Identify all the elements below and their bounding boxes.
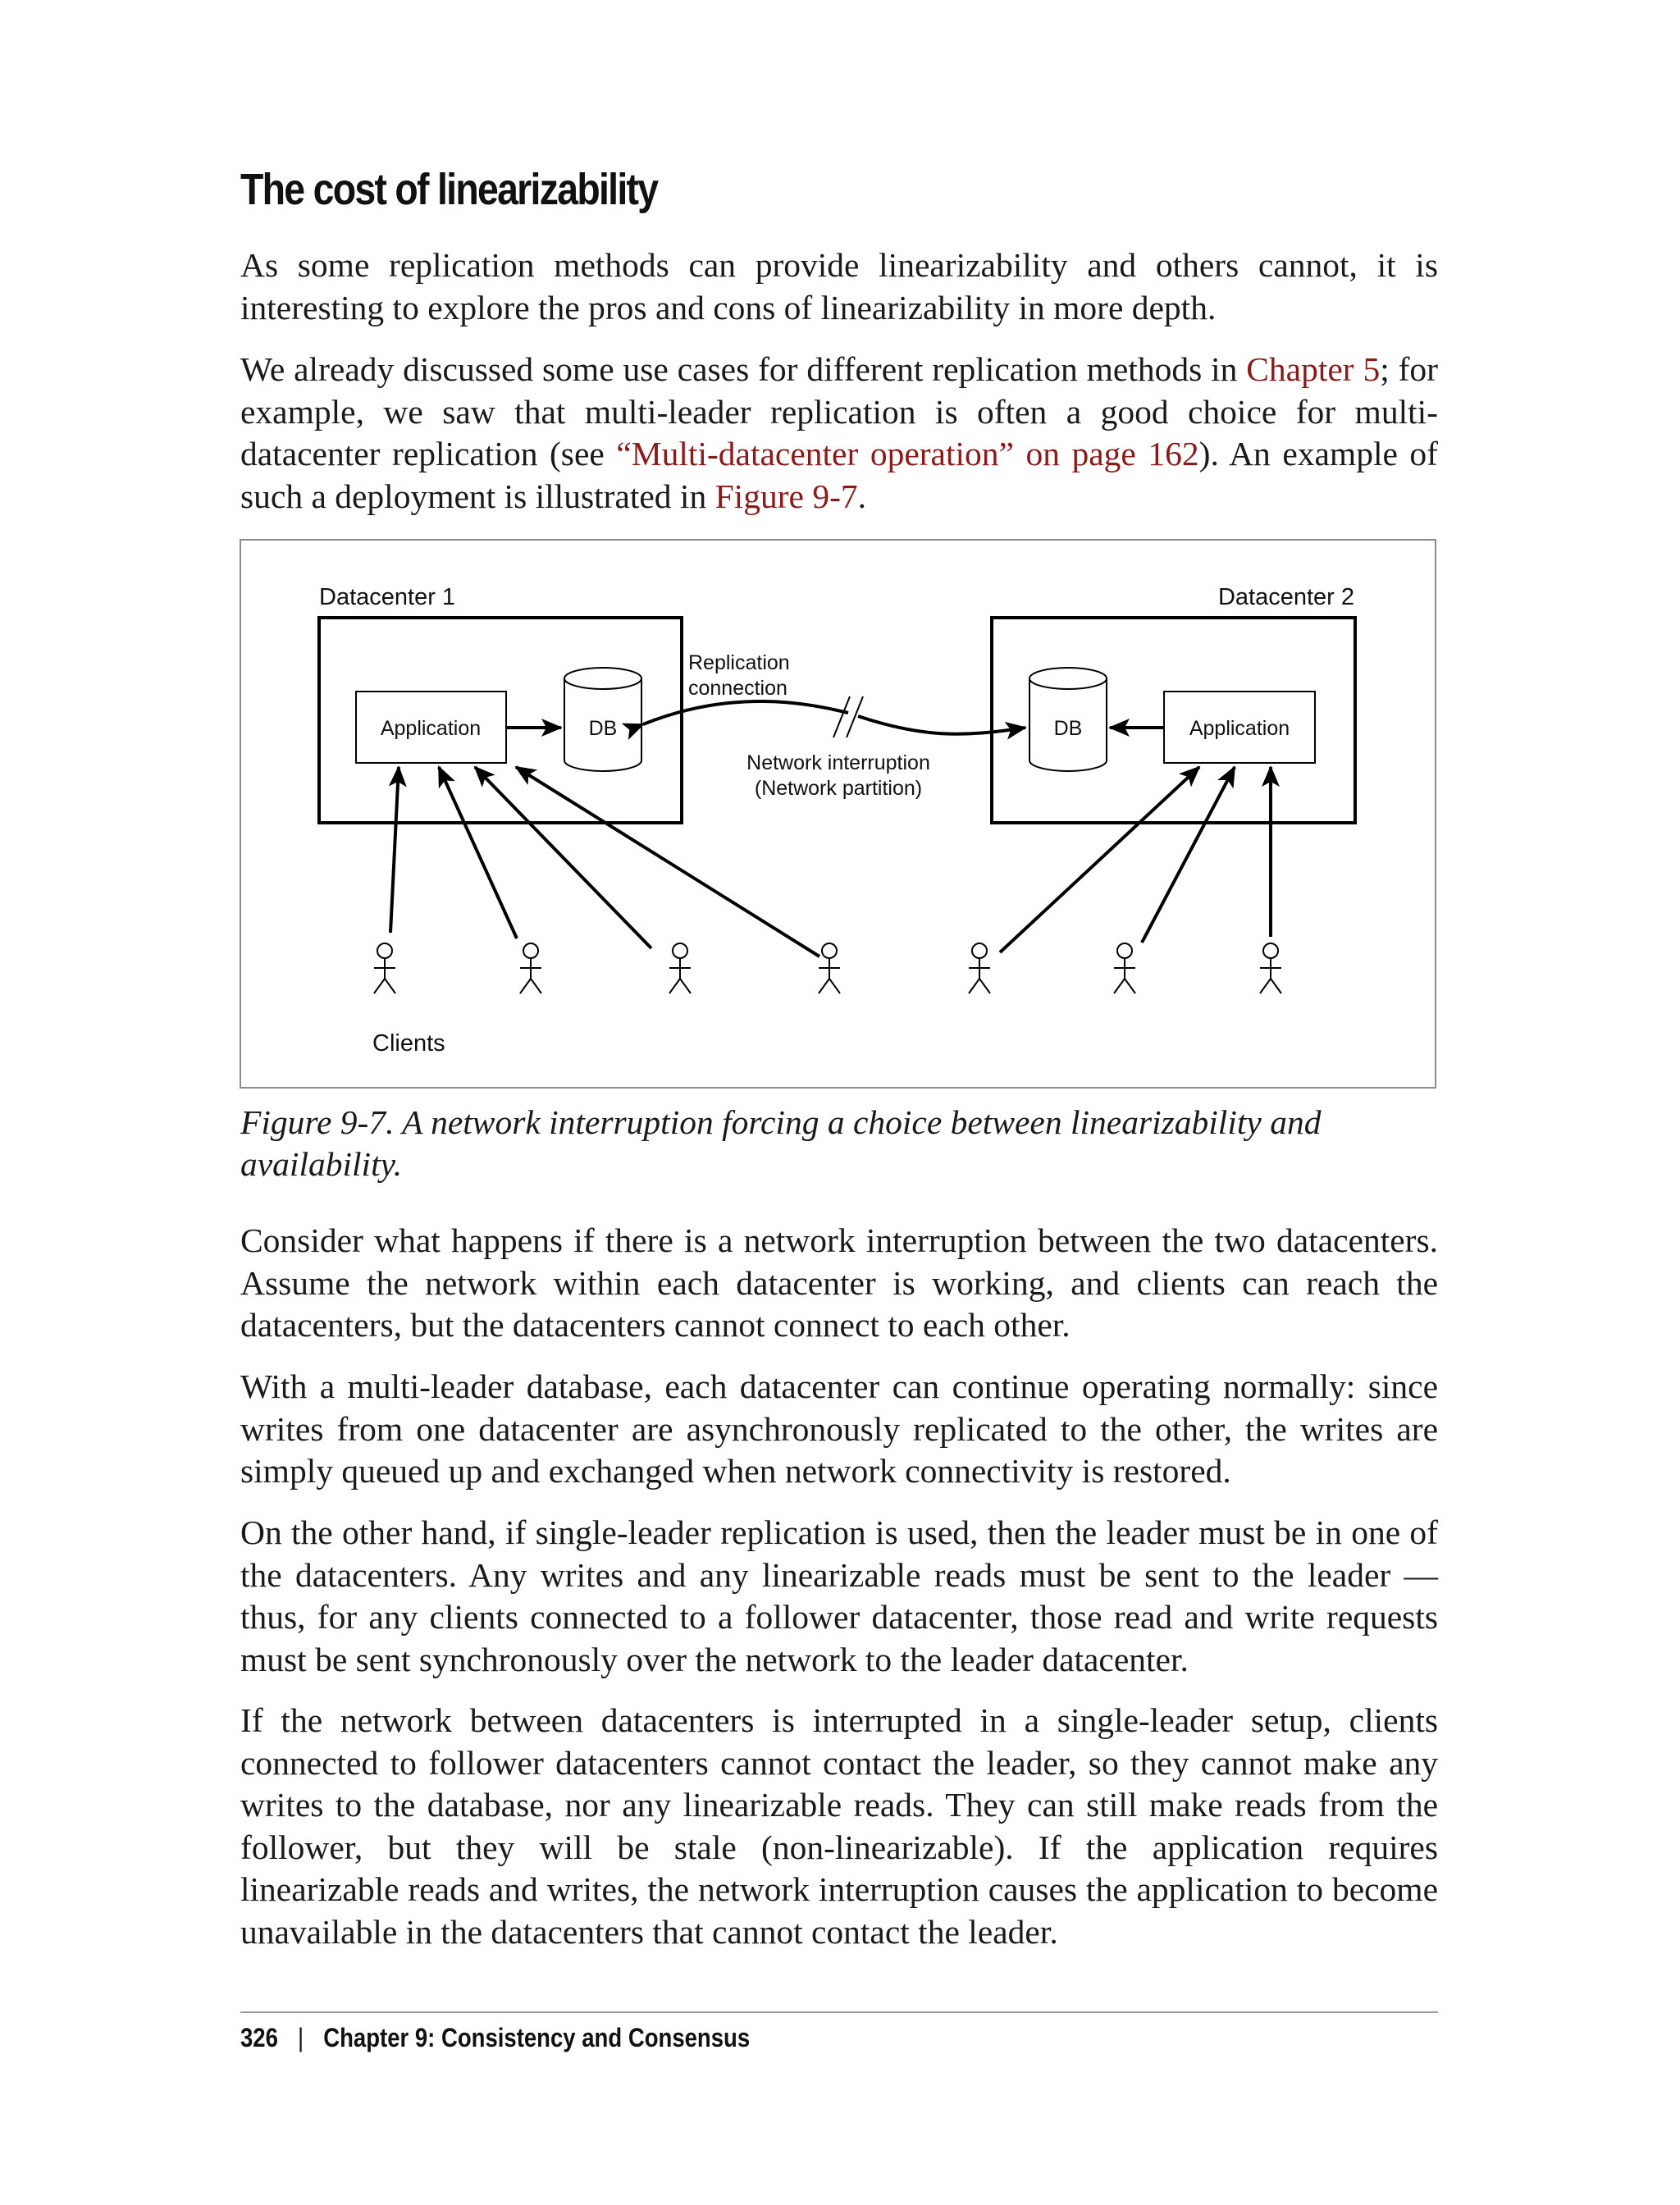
client-6-arrow: [1142, 767, 1235, 943]
footer-separator: |: [297, 2023, 304, 2052]
figure-caption: Figure 9-7. A network interruption forcing a choice between linearizability and availability.: [240, 1103, 1322, 1183]
replication-label-2: connection: [688, 677, 788, 700]
paragraph-2-text-b: ; for example, we saw that multi-leader replication is often a good choice for multi-datacenter replication (see: [240, 350, 1438, 472]
client-5-arrow: [1000, 767, 1199, 952]
replication-connection-right: [858, 716, 1025, 734]
client-icon: [819, 943, 840, 993]
client-3-arrow: [475, 767, 651, 948]
clients-label: Clients: [372, 1030, 445, 1057]
break-mark-1: [833, 696, 850, 737]
paragraph-2: [240, 349, 1438, 518]
paragraph-2-text-c: ). An example of such a deployment is illustrated in: [240, 435, 1438, 515]
paragraph-3: Consider what happens if there is a network interruption between the two datacenters. Assume the network within each datacenter is working, and clients can reach the datacenters, but the datacenters cannot connect to each other.: [240, 1221, 1438, 1344]
client-icon: [520, 943, 541, 993]
replication-connection-left: [643, 701, 848, 724]
client-icon: [1114, 943, 1135, 993]
chapter-5-link[interactable]: Chapter 5: [1246, 350, 1381, 388]
replication-label-1: Replication: [688, 651, 790, 674]
client-icon: [1260, 943, 1281, 993]
multi-datacenter-link[interactable]: “Multi-datacenter operation” on page 162: [616, 435, 1199, 472]
figure-9-7: [240, 539, 1436, 1089]
paragraph-6: If the network between datacenters is interrupted in a single-leader setup, clients connected to follower datacenters cannot contact the leader, so they cannot make any writes to the database, nor any linearizable reads. They can still make reads from the follower, but they will be stale (non-linearizable). If the application requires linearizable reads and writes, the network interruption causes the application to become unavailable in the datacenters that cannot contact the leader.: [240, 1701, 1438, 1951]
datacenter-2-label: Datacenter 2: [1217, 584, 1354, 610]
paragraph-2-text-d: .: [857, 477, 867, 515]
interruption-label-1: Network interruption: [746, 751, 930, 774]
chapter-title: Chapter 9: Consistency and Consensus: [323, 2023, 751, 2052]
paragraph-2-text-a: We already discussed some use cases for different replication methods in: [240, 350, 1247, 388]
paragraph-5: On the other hand, if single-leader replication is used, then the leader must be in one of the datacenters. Any writes and any linearizable reads must be sent to the leader — thus, for any clients connected to a follower datacenter, those read and write requests must be sent synchronously over the network to the leader datacenter.: [240, 1513, 1438, 1678]
client-1-arrow: [390, 767, 399, 933]
client-icon: [969, 943, 990, 993]
page-number: 326: [240, 2023, 278, 2052]
paragraph-1: As some replication methods can provide linearizability and others cannot, it is interesting to explore the pros and cons of linearizability in more depth.: [240, 246, 1438, 326]
client-2-arrow: [439, 767, 517, 938]
application-label-1: Application: [380, 717, 482, 740]
interruption-label-2: (Network partition): [754, 777, 923, 800]
page-footer: [240, 2023, 750, 2053]
figure-9-7-link[interactable]: Figure 9-7: [714, 477, 858, 515]
network-partition-diagram: [241, 541, 1438, 1090]
db-label-1: DB: [588, 717, 618, 740]
section-heading: The cost of linearizability: [240, 165, 658, 214]
footer-rule: [240, 2011, 1438, 2013]
client-icon: [374, 943, 395, 993]
application-label-2: Application: [1189, 717, 1290, 740]
client-icon: [669, 943, 691, 993]
db-label-2: DB: [1053, 717, 1083, 740]
datacenter-1-label: Datacenter 1: [319, 584, 456, 610]
paragraph-4: With a multi-leader database, each datacenter can continue operating normally: since writes from one datacenter are asynchronously replicated to the other, the writes are simply queued up and exchanged when network connectivity is restored.: [240, 1367, 1438, 1490]
